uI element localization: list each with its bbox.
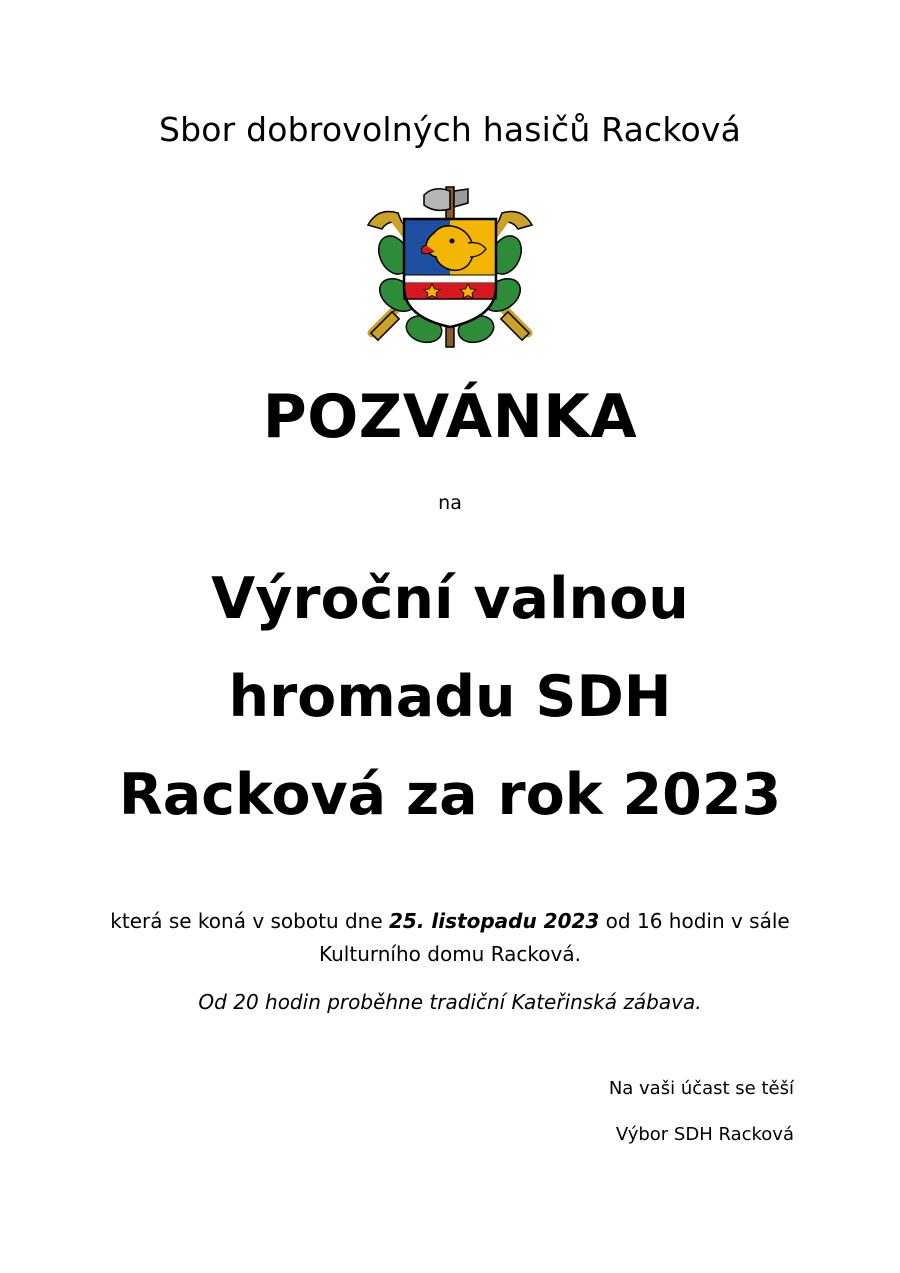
event-date: 25. listopadu 2023 <box>389 909 600 933</box>
party-note: Od 20 hodin proběhne tradiční Kateřinská zábava. <box>198 990 702 1014</box>
event-details <box>0 905 900 971</box>
firefighter-emblem-icon <box>364 183 536 355</box>
event-line-3: Racková za rok 2023 <box>118 762 782 828</box>
invitation-title: POZVÁNKA <box>262 382 638 452</box>
details-text-after-date: od 16 hodin v sále <box>599 909 790 933</box>
preposition-text: na <box>438 492 462 514</box>
details-line-2: Kulturního domu Racková. <box>319 942 581 966</box>
event-line-1: Výroční valnou <box>211 566 689 632</box>
signature-committee: Výbor SDH Racková <box>615 1124 794 1145</box>
signature-greeting: Na vaši účast se těší <box>608 1078 794 1099</box>
details-text-before-date: která se koná v sobotu dne <box>110 909 390 933</box>
details-line-1 <box>0 905 900 938</box>
organization-name: Sbor dobrovolných hasičů Racková <box>158 110 742 149</box>
event-headline <box>0 550 900 844</box>
event-line-2: hromadu SDH <box>228 664 672 730</box>
